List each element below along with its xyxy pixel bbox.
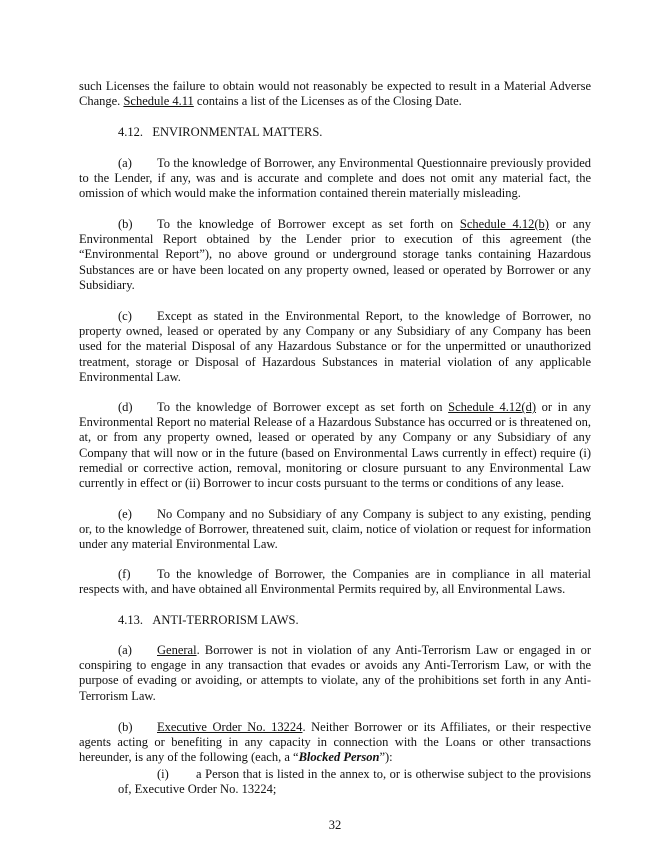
paragraph-label: (c): [118, 309, 132, 323]
paragraph-4-12-f: [79, 567, 591, 597]
paragraph-label: (e): [118, 507, 132, 521]
paragraph-4-12-e: [79, 507, 591, 553]
paragraph-title: General: [157, 643, 197, 657]
paragraph-text: To the knowledge of Borrower except as set forth on: [157, 217, 460, 231]
defined-term: Blocked Person: [298, 750, 380, 765]
schedule-reference: Schedule 4.12(d): [448, 400, 537, 414]
page-number: 32: [328, 818, 342, 832]
paragraph-4-12-a: [79, 156, 591, 202]
paragraph-label: (f): [118, 567, 131, 581]
paragraph-label: (a): [118, 156, 132, 170]
paragraph-text: To the knowledge of Borrower except as set forth on: [157, 400, 449, 414]
paragraph-4-12-d: [79, 400, 591, 491]
paragraph-text: . Neither Borrower or its Affiliates, or their respective agents acting or benefiting in any capacity in connection with the Loans or other transactions hereunder, is any of the following (each, a “: [79, 720, 591, 765]
paragraph-label: (d): [118, 400, 133, 414]
schedule-reference: Schedule 4.12(b): [459, 217, 549, 231]
paragraph-text: To the knowledge of Borrower, any Environmental Questionnaire previously provided to the Lender, if any, was and is accurate and complete and does not omit any material fact, the omission of which would make the information contained therein materially misleading.: [79, 156, 591, 201]
paragraph-4-12-c: [79, 309, 591, 385]
paragraph-text-end: or in any Environmental Report no material Release of a Hazardous Substance has occurred or is threatened on, at, or from any property owned, leased or operated by any Company or any Subsidiary of any Company that will now or in the future (based on Environmental Laws currently in effect) require (i) remedial or corrective action, removal, monitoring or closure pursuant to any Environmental Law currently in effect or (ii) Borrower to incur costs pursuant to the terms or conditions of any lease.: [79, 400, 591, 491]
paragraph-text: To the knowledge of Borrower, the Companies are in compliance in all material respects with, and have obtained all Environmental Permits required by, all Environmental Laws.: [79, 567, 591, 597]
section-heading-4-12: 4.12. ENVIRONMENTAL MATTERS.: [118, 125, 323, 139]
intro-paragraph: [79, 79, 591, 109]
paragraph-title: Executive Order No. 13224: [157, 720, 303, 734]
paragraph-text-end: or any Environmental Report obtained by the Lender prior to execution of this agreement (the “Environmental Report”), no above ground or underground storage tanks containing Hazardous Substances are or have been located on any property owned, leased or operated by Borrower or any Subsidiary.: [79, 217, 591, 292]
paragraph-4-13-a: [79, 643, 591, 704]
paragraph-4-13-b-i: [118, 767, 591, 797]
intro-text-end: contains a list of the Licenses as of the Closing Date.: [193, 94, 462, 109]
paragraph-text-end: ”):: [379, 750, 393, 765]
paragraph-text: a Person that is listed in the annex to, or is otherwise subject to the provisions of, Executive Order No. 13224;: [118, 767, 591, 797]
schedule-reference: Schedule 4.11: [123, 94, 194, 109]
intro-text: such Licenses the failure to obtain would not reasonably be expected to result in a Material Adverse Change.: [79, 79, 591, 109]
paragraph-text: No Company and no Subsidiary of any Company is subject to any existing, pending or, to the knowledge of Borrower, threatened suit, claim, notice of violation or request for information under any material Environmental Law.: [79, 507, 591, 552]
paragraph-label: (a): [118, 643, 132, 657]
paragraph-text: . Borrower is not in violation of any Anti-Terrorism Law or engaged in or conspiring to engage in any transaction that evades or avoids any Anti-Terrorism Law, or with the purpose of evading or avoiding, or attempts to violate, any of the prohibitions set forth in any Anti-Terrorism Law.: [79, 643, 591, 703]
paragraph-4-13-b: [79, 720, 591, 766]
paragraph-4-12-b: [79, 217, 591, 293]
paragraph-label: (b): [118, 720, 133, 734]
paragraph-label: (b): [118, 217, 133, 231]
paragraph-text: Except as stated in the Environmental Report, to the knowledge of Borrower, no property owned, leased or operated by any Company or any Subsidiary of any Company has been used for the material Disposal of any Hazardous Substance or for the unpermitted or unauthorized treatment, storage or Disposal of Hazardous Substances in material violation of any applicable Environmental Law.: [79, 309, 591, 384]
section-heading-4-13: 4.13. ANTI-TERRORISM LAWS.: [118, 613, 299, 627]
paragraph-label: (i): [157, 767, 169, 781]
